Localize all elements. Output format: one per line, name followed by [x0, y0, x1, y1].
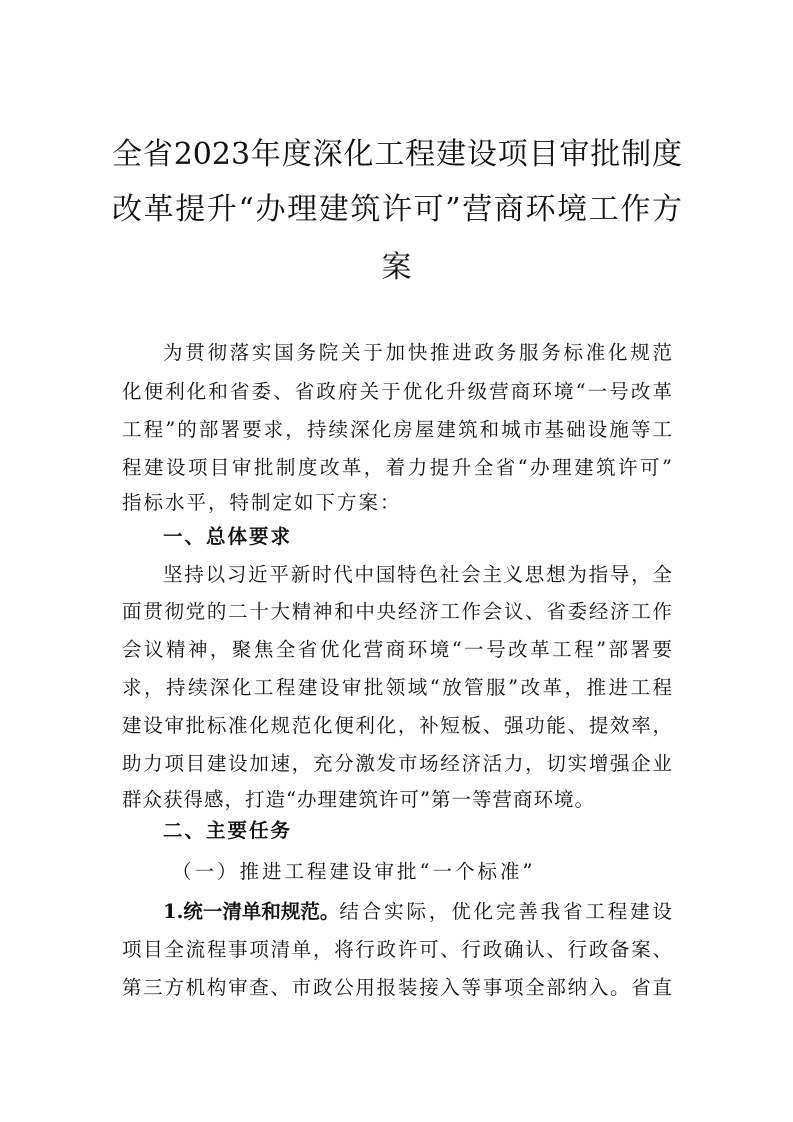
text-line: 第三方机构审查、市政公用报装接入等事项全部纳入。省直	[122, 976, 672, 999]
text-line: 指标水平，特制定如下方案：	[122, 491, 402, 514]
text-line: 求，持续深化工程建设审批领域“放管服”改革，推进工程	[122, 676, 672, 699]
text-line: 项目全流程事项清单，将行政许可、行政确认、行政备案、	[122, 938, 672, 961]
section-heading-2: 二、主要任务	[163, 819, 293, 842]
title-line-2: 改革提升“办理建筑许可”营商环境工作方	[112, 192, 682, 227]
text-line: 建设审批标准化规范化便利化，补短板、强功能、提效率，	[122, 714, 672, 737]
text-line: 面贯彻党的二十大精神和中央经济工作会议、省委经济工作	[122, 600, 672, 623]
text-line: 坚持以习近平新时代中国特色社会主义思想为指导，全	[163, 563, 672, 586]
text-line: 程建设项目审批制度改革，着力提升全省“办理建筑许可”	[122, 456, 672, 479]
subsection-heading: （一）推进工程建设审批“一个标准”	[172, 860, 536, 883]
text-line: 结合实际，优化完善我省工程建设	[339, 900, 672, 923]
title-line-3: 案	[381, 250, 412, 285]
text-line: 群众获得感，打造“办理建筑许可”第一等营商环境。	[122, 788, 595, 811]
item-1-title: 1.统一清单和规范。	[163, 900, 340, 923]
title-line-1: 全省2023年度深化工程建设项目审批制度	[112, 137, 682, 172]
text-line: 为贯彻落实国务院关于加快推进政务服务标准化规范	[163, 341, 672, 364]
text-line: 工程”的部署要求，持续深化房屋建筑和城市基础设施等工	[122, 418, 672, 441]
text-line: 助力项目建设加速，充分激发市场经济活力，切实增强企业	[122, 752, 672, 775]
section-heading-1: 一、总体要求	[163, 525, 293, 548]
text-line: 化便利化和省委、省政府关于优化升级营商环境“一号改革	[122, 380, 672, 403]
text-line: 会议精神，聚焦全省优化营商环境“一号改革工程”部署要	[122, 638, 672, 661]
